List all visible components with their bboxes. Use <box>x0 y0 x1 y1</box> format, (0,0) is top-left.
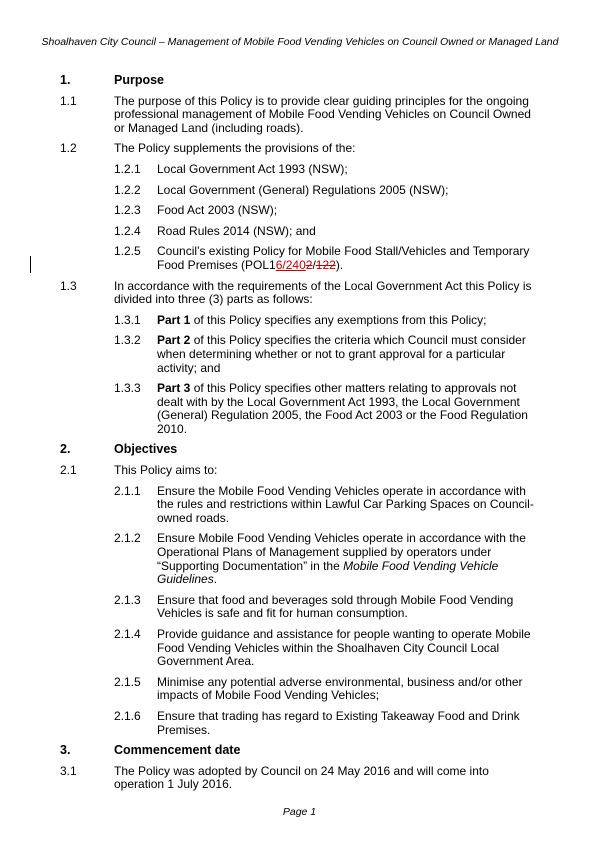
item-1-3-3: 1.3.3 Part 3 of this Policy specifies other matters relating to approvals not dealt with by the Local Government Act 1993, the Local Government (General) Regulation 2005, the Food Act 2003 or the Food Regulation 2010. <box>114 381 528 436</box>
section-heading-objectives: 2. Objectives <box>60 442 178 457</box>
item-2-1-6: 2.1.6 Ensure that trading has regard to Existing Takeaway Food and Drink Premises. <box>114 708 520 737</box>
section-heading-commencement: 3. Commencement date <box>60 743 241 758</box>
item-1-3-2: 1.3.2 Part 2 of this Policy specifies the criteria which Council must consider when determining whether or not to grant approval for a particular activity; and <box>114 333 526 375</box>
item-1-2-2: 1.2.2 Local Government (General) Regulations 2005 (NSW); <box>114 182 449 197</box>
item-2-1-1: 2.1.1 Ensure the Mobile Food Vending Vehicles operate in accordance with the rules and restrictions within Lawful Car Parking Spaces on Council-owned roads. <box>114 483 534 525</box>
item-2-1-2: 2.1.2 Ensure Mobile Food Vending Vehicles operate in accordance with the Operational Plans of Management supplied by operators under “Supporting Documentation” in the Mobile Food Vending Vehicle Guidelines. <box>114 531 526 587</box>
paragraph-1-1: 1.1 The purpose of this Policy is to provide clear guiding principles for the ongoing professional management of Mobile Food Vending Vehicles on Council Owned or Managed Land (including roads). <box>60 93 531 135</box>
item-2-1-4: 2.1.4 Provide guidance and assistance for people wanting to operate Mobile Food Vending Vehicles within the Shoalhaven City Council Local Government Area. <box>114 627 531 669</box>
document-body <box>60 72 540 799</box>
item-2-1-3: 2.1.3 Ensure that food and beverages sold through Mobile Food Vending Vehicles is safe and fit for human consumption. <box>114 592 514 621</box>
page-number: Page 1 <box>282 806 317 818</box>
paragraph-2-1: 2.1 This Policy aims to: <box>60 463 218 478</box>
item-1-2-1: 1.2.1 Local Government Act 1993 (NSW); <box>114 161 348 176</box>
page-header: Shoalhaven City Council – Management of Mobile Food Vending Vehicles on Council Owned or Managed Land <box>41 36 559 48</box>
paragraph-1-3: 1.3 In accordance with the requirements of the Local Government Act this Policy is divided into three (3) parts as follows: <box>60 278 532 307</box>
item-1-2-5: 1.2.5 Council’s existing Policy for Mobile Food Stall/Vehicles and Temporary Food Premises (POL16/2402/122). <box>114 244 530 272</box>
tracked-insertion: 6/240 <box>275 257 306 272</box>
change-bar <box>30 256 31 273</box>
item-2-1-5: 2.1.5 Minimise any potential adverse environmental, business and/or other impacts of Mobile Food Vending Vehicles; <box>114 674 523 703</box>
tracked-deletion: 2 <box>305 257 313 272</box>
item-1-2-4: 1.2.4 Road Rules 2014 (NSW); and <box>114 223 316 238</box>
paragraph-1-2: 1.2 The Policy supplements the provisions of the: <box>60 141 356 156</box>
tracked-deletion: 122 <box>315 257 336 272</box>
section-heading-purpose: 1. Purpose <box>60 73 165 87</box>
paragraph-3-1: 3.1 The Policy was adopted by Council on 24 May 2016 and will come into operation 1 July 2016. <box>60 763 489 792</box>
item-1-2-3: 1.2.3 Food Act 2003 (NSW); <box>114 203 278 218</box>
item-1-3-1: 1.3.1 Part 1 of this Policy specifies any exemptions from this Policy; <box>114 312 487 327</box>
